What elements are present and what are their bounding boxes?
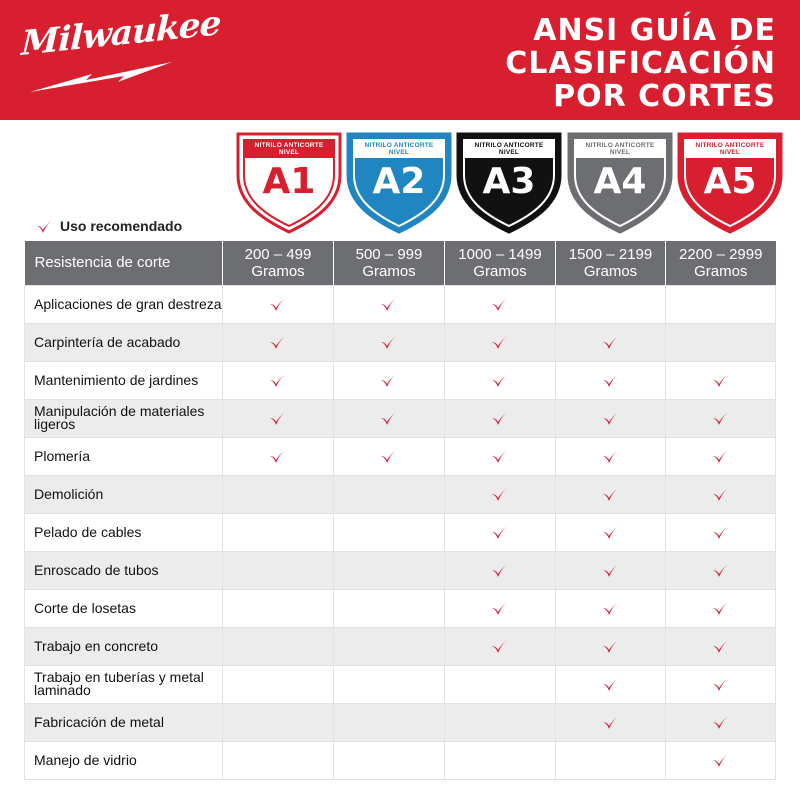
check-icon — [489, 483, 511, 505]
check-icon — [489, 521, 511, 543]
badge-caption: NITRILO ANTICORTE — [254, 142, 324, 149]
cell-level-3 — [445, 475, 556, 513]
cell-level-3 — [445, 323, 556, 361]
check-icon — [267, 293, 289, 315]
header-resistance: Resistencia de corte — [25, 241, 223, 285]
badge-level: A2 — [372, 161, 426, 202]
row-label: Demolición — [25, 475, 223, 513]
check-icon — [600, 711, 622, 733]
row-label: Trabajo en concreto — [25, 627, 223, 665]
check-icon — [489, 445, 511, 467]
cell-level-2 — [334, 665, 445, 703]
row-label: Corte de losetas — [25, 589, 223, 627]
cell-level-3 — [445, 703, 556, 741]
cell-level-2 — [334, 437, 445, 475]
check-icon — [600, 635, 622, 657]
range-text: 2200 – 2999 — [679, 245, 763, 263]
cell-level-1 — [223, 323, 334, 361]
cell-level-1 — [223, 665, 334, 703]
check-icon — [489, 407, 511, 429]
range-text: 500 – 999 — [355, 245, 423, 263]
cell-level-5 — [666, 437, 776, 475]
badge-a1 — [234, 131, 344, 235]
badge-caption-level: NIVEL — [609, 149, 631, 156]
table-row — [25, 399, 776, 437]
cell-level-3 — [445, 285, 556, 323]
badge-caption: NITRILO ANTICORTE — [364, 142, 434, 149]
cell-level-1 — [223, 285, 334, 323]
table-row — [25, 437, 776, 475]
check-icon — [600, 331, 622, 353]
legend-label: Uso recomendado — [60, 218, 183, 234]
title-line-2: CLASIFICACIÓN — [505, 46, 776, 81]
unit-text: Gramos — [251, 262, 305, 280]
badge-a2 — [344, 131, 454, 235]
row-label: Fabricación de metal — [25, 703, 223, 741]
table-row — [25, 703, 776, 741]
cell-level-3 — [445, 627, 556, 665]
cell-level-5 — [666, 323, 776, 361]
cell-level-1 — [223, 551, 334, 589]
check-icon — [710, 407, 732, 429]
badge-level: A5 — [703, 161, 757, 202]
badge-caption-level: NIVEL — [278, 149, 300, 156]
cell-level-1 — [223, 627, 334, 665]
table-row — [25, 323, 776, 361]
cell-level-1 — [223, 361, 334, 399]
cell-level-3 — [445, 361, 556, 399]
check-icon — [710, 749, 732, 771]
table-row — [25, 741, 776, 779]
header-banner — [0, 0, 800, 120]
cell-level-4 — [556, 285, 666, 323]
cell-level-1 — [223, 513, 334, 551]
cell-level-1 — [223, 741, 334, 779]
cell-level-3 — [445, 665, 556, 703]
lightning-bolt-icon — [22, 24, 202, 99]
check-icon — [710, 559, 732, 581]
check-icon — [378, 445, 400, 467]
cell-level-1 — [223, 703, 334, 741]
check-icon — [600, 445, 622, 467]
cut-resistance-table — [24, 241, 776, 780]
table-row — [25, 551, 776, 589]
check-icon — [710, 635, 732, 657]
row-label: Manipulación de materiales ligeros — [25, 399, 223, 437]
badge-a3 — [454, 131, 564, 235]
cell-level-4 — [556, 437, 666, 475]
row-label: Pelado de cables — [25, 513, 223, 551]
check-icon — [600, 597, 622, 619]
row-label: Plomería — [25, 437, 223, 475]
cell-level-5 — [666, 741, 776, 779]
level-badges — [222, 131, 775, 235]
cell-level-5 — [666, 513, 776, 551]
cell-level-3 — [445, 551, 556, 589]
cell-level-5 — [666, 361, 776, 399]
cell-level-5 — [666, 551, 776, 589]
cell-level-2 — [334, 323, 445, 361]
row-label: Trabajo en tuberías y metal laminado — [25, 665, 223, 703]
badge-caption-level: NIVEL — [719, 149, 741, 156]
row-label: Mantenimiento de jardines — [25, 361, 223, 399]
cell-level-3 — [445, 513, 556, 551]
cell-level-2 — [334, 627, 445, 665]
cell-level-5 — [666, 475, 776, 513]
check-icon — [267, 445, 289, 467]
table-row — [25, 285, 776, 323]
title-line-1: ANSI GUÍA DE — [533, 13, 776, 48]
unit-text: Gramos — [583, 262, 638, 280]
table-row — [25, 665, 776, 703]
table-header-row — [25, 241, 776, 285]
cell-level-2 — [334, 399, 445, 437]
cell-level-3 — [445, 399, 556, 437]
check-icon — [600, 673, 622, 695]
cell-level-5 — [666, 627, 776, 665]
badge-caption-level: NIVEL — [498, 149, 520, 156]
cell-level-4 — [556, 589, 666, 627]
check-icon — [600, 521, 622, 543]
cell-level-4 — [556, 361, 666, 399]
check-icon — [600, 407, 622, 429]
badge-level: A3 — [482, 161, 536, 202]
cell-level-1 — [223, 475, 334, 513]
cell-level-2 — [334, 513, 445, 551]
milwaukee-logo — [20, 3, 222, 99]
check-icon — [34, 215, 56, 237]
check-icon — [378, 331, 400, 353]
check-icon — [489, 331, 511, 353]
row-label: Manejo de vidrio — [25, 741, 223, 779]
unit-text: Gramos — [362, 262, 416, 280]
check-icon — [267, 331, 289, 353]
check-icon — [600, 559, 622, 581]
cell-level-5 — [666, 589, 776, 627]
check-icon — [489, 369, 511, 391]
check-icon — [710, 445, 732, 467]
cell-level-4 — [556, 703, 666, 741]
check-icon — [378, 369, 400, 391]
table-row — [25, 589, 776, 627]
table-row — [25, 361, 776, 399]
logo-text: Milwaukee — [20, 3, 222, 64]
badge-caption: NITRILO ANTICORTE — [585, 142, 655, 149]
badge-caption: NITRILO ANTICORTE — [695, 142, 765, 149]
header-col-1 — [223, 241, 334, 285]
cell-level-2 — [334, 285, 445, 323]
badge-a4 — [565, 131, 675, 235]
title-line-3: POR CORTES — [553, 79, 776, 114]
check-icon — [489, 293, 511, 315]
check-icon — [489, 597, 511, 619]
row-label: Carpintería de acabado — [25, 323, 223, 361]
cell-level-5 — [666, 399, 776, 437]
cell-level-1 — [223, 437, 334, 475]
cell-level-4 — [556, 399, 666, 437]
check-icon — [489, 559, 511, 581]
cell-level-3 — [445, 437, 556, 475]
cell-level-3 — [445, 589, 556, 627]
cell-level-2 — [334, 741, 445, 779]
range-text: 200 – 499 — [244, 245, 312, 263]
cell-level-4 — [556, 323, 666, 361]
cell-level-4 — [556, 551, 666, 589]
badge-a5 — [675, 131, 785, 235]
header-col-4 — [556, 241, 666, 285]
badge-caption-level: NIVEL — [388, 149, 410, 156]
row-label: Enroscado de tubos — [25, 551, 223, 589]
range-text: 1500 – 2199 — [568, 245, 653, 263]
cell-level-2 — [334, 703, 445, 741]
check-icon — [710, 673, 732, 695]
badge-level: A4 — [593, 161, 647, 202]
cell-level-2 — [334, 361, 445, 399]
check-icon — [600, 369, 622, 391]
cell-level-2 — [334, 551, 445, 589]
cell-level-4 — [556, 513, 666, 551]
range-text: 1000 – 1499 — [458, 245, 542, 263]
check-icon — [710, 597, 732, 619]
table-row — [25, 627, 776, 665]
cell-level-4 — [556, 627, 666, 665]
cell-level-4 — [556, 475, 666, 513]
table-row — [25, 513, 776, 551]
badge-caption: NITRILO ANTICORTE — [474, 142, 544, 149]
check-icon — [710, 369, 732, 391]
unit-text: Gramos — [694, 262, 748, 280]
cell-level-5 — [666, 665, 776, 703]
cell-level-2 — [334, 589, 445, 627]
check-icon — [600, 483, 622, 505]
check-icon — [378, 407, 400, 429]
header-col-5 — [666, 241, 776, 285]
cell-level-3 — [445, 741, 556, 779]
cell-level-5 — [666, 703, 776, 741]
cell-level-4 — [556, 665, 666, 703]
row-label: Aplicaciones de gran destreza — [25, 285, 223, 323]
cell-level-1 — [223, 589, 334, 627]
check-icon — [267, 407, 289, 429]
check-icon — [710, 711, 732, 733]
cell-level-4 — [556, 741, 666, 779]
cell-level-1 — [223, 399, 334, 437]
unit-text: Gramos — [473, 262, 527, 280]
check-icon — [710, 483, 732, 505]
header-col-3 — [445, 241, 556, 285]
header-col-2 — [334, 241, 445, 285]
check-icon — [267, 369, 289, 391]
page-title — [396, 14, 776, 113]
badge-level: A1 — [262, 161, 316, 202]
check-icon — [489, 635, 511, 657]
check-icon — [710, 521, 732, 543]
check-icon — [378, 293, 400, 315]
table-row — [25, 475, 776, 513]
cell-level-5 — [666, 285, 776, 323]
legend — [34, 215, 182, 237]
cell-level-2 — [334, 475, 445, 513]
